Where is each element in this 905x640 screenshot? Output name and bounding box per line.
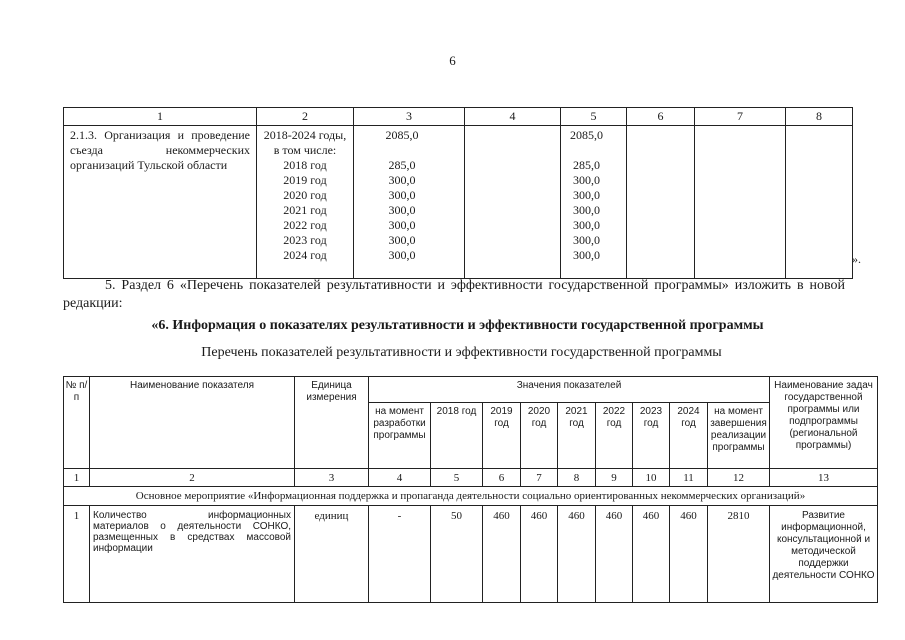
amount-value: 300,0 xyxy=(573,248,600,262)
amount-value xyxy=(354,143,464,158)
table-row xyxy=(64,506,878,603)
amount-col3 xyxy=(354,126,465,279)
indicator-header: Наименование показателя xyxy=(90,377,295,469)
period-line: 2023 год xyxy=(283,233,327,247)
value-cell: 460 xyxy=(670,506,708,603)
value-cell: 460 xyxy=(521,506,558,603)
value-cell: 460 xyxy=(558,506,596,603)
budget-col-header: 5 xyxy=(561,108,627,126)
column-number: 3 xyxy=(295,469,369,487)
main-event-row xyxy=(64,487,878,506)
value-subheader: на момент разработки программы xyxy=(369,403,431,469)
page-number: 6 xyxy=(449,53,456,68)
column-number: 2 xyxy=(90,469,295,487)
column-number: 5 xyxy=(431,469,483,487)
value-subheader: 2018 год xyxy=(431,403,483,469)
budget-col-header: 3 xyxy=(354,108,465,126)
value-cell: 50 xyxy=(431,506,483,603)
budget-col-header: 8 xyxy=(786,108,853,126)
value-cell: 2810 xyxy=(708,506,770,603)
period-line: в том числе: xyxy=(273,143,337,157)
column-number: 7 xyxy=(521,469,558,487)
budget-table-row xyxy=(64,126,853,279)
column-number: 12 xyxy=(708,469,770,487)
amount-value: 2085,0 xyxy=(385,128,419,142)
column-number: 4 xyxy=(369,469,431,487)
num-header: № п/п xyxy=(64,377,90,469)
indicator-name: Количество информационных материалов о деятельности СОНКО, размещенных в средствах массовой информации xyxy=(90,506,295,603)
budget-col-header: 4 xyxy=(465,108,561,126)
column-number: 6 xyxy=(483,469,521,487)
period-line: 2018 год xyxy=(283,158,327,172)
task-name: Развитие информационной, консультационной и методической поддержки деятельности СОНКО xyxy=(770,506,878,603)
period-line: 2022 год xyxy=(283,218,327,232)
unit-value: единиц xyxy=(295,506,369,603)
amount-value: 2085,0 xyxy=(570,128,603,142)
budget-col-header: 2 xyxy=(257,108,354,126)
value-cell: 460 xyxy=(633,506,670,603)
amount-value: 300,0 xyxy=(388,173,416,187)
period-cell xyxy=(257,126,354,279)
budget-col-header: 7 xyxy=(695,108,786,126)
column-number: 10 xyxy=(633,469,670,487)
period-line: 2021 год xyxy=(283,203,327,217)
main-event-title: Основное мероприятие «Информационная поддержка и пропаганда деятельности социально ориентированных некоммерческих организаций» xyxy=(64,487,878,506)
section-title: «6. Информация о показателях результативности и эффективности государственной программы xyxy=(151,318,764,333)
value-subheader: 2024 год xyxy=(670,403,708,469)
amount-value: 300,0 xyxy=(388,218,416,232)
period-line: 2020 год xyxy=(283,188,327,202)
closing-quote-mark: ». xyxy=(852,252,861,266)
activity-name: 2.1.3. Организация и проведение съезда некоммерческих организаций Тульской области xyxy=(64,126,257,279)
value-cell: 460 xyxy=(483,506,521,603)
empty-cell xyxy=(465,126,561,279)
indicators-table xyxy=(63,376,878,603)
amount-value: 300,0 xyxy=(573,203,600,217)
budget-col-header: 1 xyxy=(64,108,257,126)
amount-value: 300,0 xyxy=(573,233,600,247)
amendment-paragraph: 5. Раздел 6 «Перечень показателей результативности и эффективности государственной программы» изложить в новой редакции: xyxy=(63,278,845,311)
amount-value: 300,0 xyxy=(388,203,416,217)
column-number-row xyxy=(64,469,878,487)
budget-col-header: 6 xyxy=(627,108,695,126)
amount-col5 xyxy=(561,126,627,279)
unit-header: Единица измерения xyxy=(295,377,369,469)
value-subheader: 2021 год xyxy=(558,403,596,469)
amount-value: 300,0 xyxy=(388,188,416,202)
values-header: Значения показателей xyxy=(369,377,770,403)
budget-table xyxy=(63,107,853,279)
value-subheader: 2019 год xyxy=(483,403,521,469)
indicators-header-row xyxy=(64,377,878,403)
column-number: 11 xyxy=(670,469,708,487)
value-subheader: 2022 год xyxy=(596,403,633,469)
amount-value xyxy=(561,143,626,158)
table-subtitle: Перечень показателей результативности и эффективности государственной программы xyxy=(201,345,722,360)
amount-value: 300,0 xyxy=(573,218,600,232)
amount-value: 300,0 xyxy=(573,188,600,202)
value-subheader: на момент завершения реализации программы xyxy=(708,403,770,469)
column-number: 8 xyxy=(558,469,596,487)
amount-value: 300,0 xyxy=(573,173,600,187)
period-line: 2024 год xyxy=(283,248,327,262)
column-number: 1 xyxy=(64,469,90,487)
task-header: Наименование задач государственной программы или подпрограммы (региональной программы) xyxy=(770,377,878,469)
period-line: 2019 год xyxy=(283,173,327,187)
amount-value: 285,0 xyxy=(573,158,600,172)
amount-value: 300,0 xyxy=(388,248,416,262)
value-cell: 460 xyxy=(596,506,633,603)
amount-value: 285,0 xyxy=(388,158,416,172)
empty-cell xyxy=(627,126,695,279)
column-number: 13 xyxy=(770,469,878,487)
value-cell: - xyxy=(369,506,431,603)
budget-table-header-row xyxy=(64,108,853,126)
empty-cell xyxy=(786,126,853,279)
value-subheader: 2020 год xyxy=(521,403,558,469)
period-line: 2018-2024 годы, xyxy=(263,128,347,142)
value-subheader: 2023 год xyxy=(633,403,670,469)
row-number: 1 xyxy=(64,506,90,603)
empty-cell xyxy=(695,126,786,279)
amount-value: 300,0 xyxy=(388,233,416,247)
column-number: 9 xyxy=(596,469,633,487)
